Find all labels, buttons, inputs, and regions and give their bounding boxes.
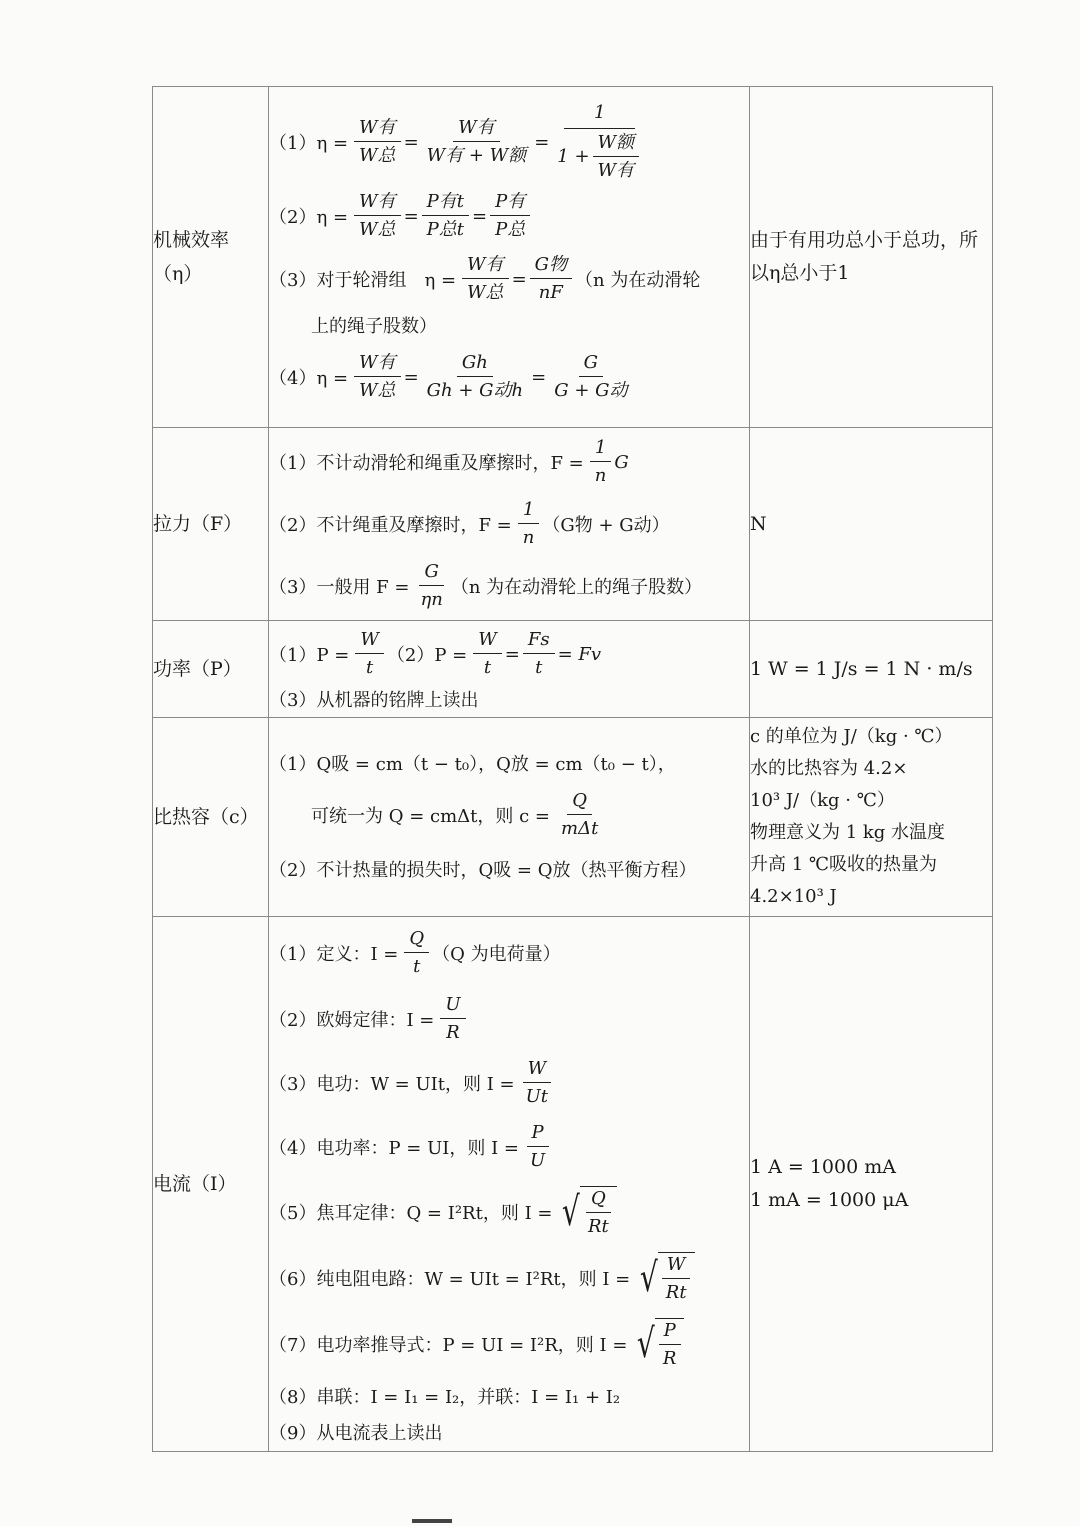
formula-line [269,1115,749,1179]
denominator: t [483,657,492,678]
formula-label: （3）电功：W = UIt，则 I = [269,1074,515,1095]
formula-line [269,1051,749,1115]
table-row [153,428,993,621]
note-cell [750,917,993,1452]
note-text: 1 W = 1 J/s = 1 N · m/s [750,657,973,680]
denominator: nF [538,282,563,303]
fraction [354,191,401,241]
radicand [655,1318,685,1370]
denominator: Ut [525,1086,549,1107]
fraction [440,994,465,1044]
equals-sign: = [511,268,527,290]
fraction [404,928,429,978]
equals-sign: = [534,131,550,153]
formula-cell [269,917,750,1452]
formula-label: （3）一般用 F = [269,577,410,598]
fraction [530,254,572,304]
formula-table [152,86,993,1452]
numerator: W [523,1058,552,1083]
formula-text: （9）从电流表上读出 [269,1423,443,1444]
table-row [153,621,993,718]
formula-label: （4）η = [269,368,349,389]
formula-line [269,624,749,684]
numerator: G物 [530,254,572,279]
fraction [355,629,384,679]
table-row [153,718,993,917]
denominator: Rt [587,1215,609,1237]
numerator: W有 [453,117,500,142]
numerator: G [579,352,603,377]
numerator: W有 [462,254,509,279]
note-cell [750,621,993,718]
denominator: W有 [597,160,635,181]
fraction [415,561,447,611]
note-line: c 的单位为 J/（kg · ℃） [750,726,953,747]
denominator-text: 1 + [557,146,590,167]
radical-sign: √ [640,1255,658,1301]
quantity-label: 比热容（c） [153,806,259,828]
formula-label: （6）纯电阻电路：W = UIt = I²Rt，则 I = [269,1269,631,1290]
numerator: G [419,561,443,586]
equals-sign: = [403,131,419,153]
formula-label: （1）P = [269,645,350,666]
denominator: W总 [359,219,396,240]
quantity-label: 机械效率（η） [153,229,230,285]
square-root [633,1318,684,1370]
formula-line [269,847,749,891]
fraction [354,117,401,167]
formula-line [269,308,749,342]
formula-line [269,987,749,1051]
formula-line [269,342,749,412]
formula-label: （3）对于轮滑组 η = [269,270,457,291]
denominator: W有 + W额 [426,145,527,166]
formula-label: （7）电功率推导式：P = UI = I²R，则 I = [269,1335,628,1356]
denominator: t [413,956,421,977]
fraction [521,1058,553,1108]
formula-line [269,493,749,555]
formula-cell [269,428,750,621]
fraction [525,1122,550,1172]
denominator: P总t [426,219,465,240]
formula-label: （5）焦耳定律：Q = I²Rt，则 I = [269,1203,553,1224]
numerator: W [662,1254,691,1279]
fraction [661,1254,692,1304]
denominator [552,129,647,182]
denominator: G + G动 [554,380,628,401]
formula-cell [269,87,750,428]
radicand [580,1186,617,1238]
formula-cell [269,718,750,917]
numerator: P有 [490,191,530,216]
formula-label: （1）不计动滑轮和绳重及摩擦时，F = [269,453,584,474]
formula-line [269,1415,749,1449]
numerator: Fs [523,629,555,654]
numerator: W [355,629,384,654]
equals-sign: = [504,643,520,665]
numerator: W有 [354,352,401,377]
formula-line [269,555,749,617]
note-cell [750,87,993,428]
equals-sign: = [403,205,419,227]
formula-text: （2）不计热量的损失时，Q吸 = Q放（热平衡方程） [269,860,697,881]
note-line: 物理意义为 1 kg 水温度 [750,822,946,843]
formula-line [269,783,749,847]
fraction [556,790,603,840]
formula-label: 可统一为 Q = cmΔt，则 c = [311,806,550,827]
quantity-label: 拉力（F） [153,513,243,535]
formula-line [269,1311,749,1377]
denominator: Gh + G动h [426,380,524,401]
fraction [549,352,632,402]
quantity-name [153,621,269,718]
fraction [583,1188,614,1238]
quantity-name [153,917,269,1452]
quantity-name [153,718,269,917]
numerator: Q [404,928,429,953]
fraction [422,352,528,402]
formula-line [269,919,749,987]
fraction [552,102,647,182]
note-text: 由于有用功总小于总功，所以η总小于1 [750,229,979,284]
note-line: 1 mA = 1000 μA [750,1189,909,1211]
denominator: ηn [420,589,443,610]
numerator: U [440,994,465,1019]
equals-sign: = [531,366,547,388]
numerator: 1 [590,437,611,462]
denominator: t [366,657,374,678]
numerator: 1 [564,102,635,129]
quantity-label: 电流（I） [153,1173,237,1195]
radical-sign: √ [637,1321,656,1367]
numerator: 1 [518,499,539,524]
denominator: R [446,1022,460,1043]
fraction [590,437,612,487]
formula-line [269,684,749,714]
denominator: R [662,1347,677,1369]
quantity-name [153,87,269,428]
formula-line [269,1179,749,1245]
formula-tail: G [614,451,629,473]
formula-label: （1）η = [269,133,349,154]
square-root [558,1186,616,1238]
formula-label: （2）η = [269,207,349,228]
formula-cell [269,621,750,718]
numerator: P [527,1122,549,1147]
numerator: Q [567,790,592,815]
fraction [518,499,540,549]
numerator: W [473,629,502,654]
numerator: P有t [422,191,469,216]
square-root [636,1252,694,1304]
fraction [422,191,469,241]
formula-line [269,431,749,493]
quantity-name [153,428,269,621]
fraction [422,117,532,167]
radicand [658,1252,695,1304]
note-line: 1 A = 1000 mA [750,1156,896,1178]
numerator: P [659,1320,681,1345]
formula-label: （1）定义：I = [269,944,399,965]
note-cell [750,428,993,621]
fraction [462,254,509,304]
note-cell [750,718,993,917]
denominator: t [535,657,543,678]
formula-label: （4）电功率：P = UI，则 I = [269,1138,520,1159]
formula-label: （2）不计绳重及摩擦时，F = [269,515,512,536]
formula-note: （n 为在动滑轮 [575,270,701,291]
note-line: 4.2×10³ J [750,886,837,907]
nested-fraction [593,132,640,182]
denominator: W总 [467,282,504,303]
formula-tail: （G物 + G动） [542,515,670,536]
equals-sign: = [472,205,488,227]
numerator: W有 [354,117,401,142]
formula-label: （2）欧姆定律：I = [269,1010,435,1031]
denominator: W总 [359,145,396,166]
fraction [354,352,401,402]
table-row [153,87,993,428]
denominator: n [522,527,535,548]
formula-text: （8）串联：I = I₁ = I₂，并联：I = I₁ + I₂ [269,1387,621,1408]
table-row [153,917,993,1452]
note-line: 10³ J/（kg · ℃） [750,790,895,811]
formula-tail: （Q 为电荷量） [432,944,561,965]
note-line: 水的比热容为 4.2× [750,758,908,779]
page-edge-mark [412,1519,452,1523]
formula-tail: = Fv [557,643,602,665]
note-text: N [750,512,767,535]
formula-label: （2）P = [386,645,468,666]
numerator: Gh [457,352,493,377]
fraction [658,1320,682,1370]
numerator: W额 [593,132,640,157]
denominator: W总 [359,380,396,401]
numerator: Q [586,1188,611,1213]
denominator: U [530,1150,546,1171]
denominator: mΔt [561,818,599,839]
equals-sign: = [403,366,419,388]
denominator: Rt [665,1281,687,1303]
formula-line [269,743,749,783]
fraction [473,629,502,679]
quantity-label: 功率（P） [153,658,242,680]
denominator: P总 [495,219,526,240]
numerator: W有 [354,191,401,216]
fraction [490,191,530,241]
formula-line [269,182,749,250]
formula-line [269,1377,749,1415]
formula-continuation: 上的绳子股数） [311,316,437,337]
formula-text: （3）从机器的铭牌上读出 [269,690,479,711]
formula-line [269,250,749,308]
formula-line [269,102,749,182]
formula-text: （1）Q吸 = cm（t − t₀），Q放 = cm（t₀ − t）， [269,754,676,775]
fraction [523,629,555,679]
formula-line [269,1245,749,1311]
formula-tail: （n 为在动滑轮上的绳子股数） [450,577,703,598]
note-line: 升高 1 ℃吸收的热量为 [750,854,938,875]
radical-sign: √ [562,1189,581,1235]
denominator: n [594,465,607,486]
